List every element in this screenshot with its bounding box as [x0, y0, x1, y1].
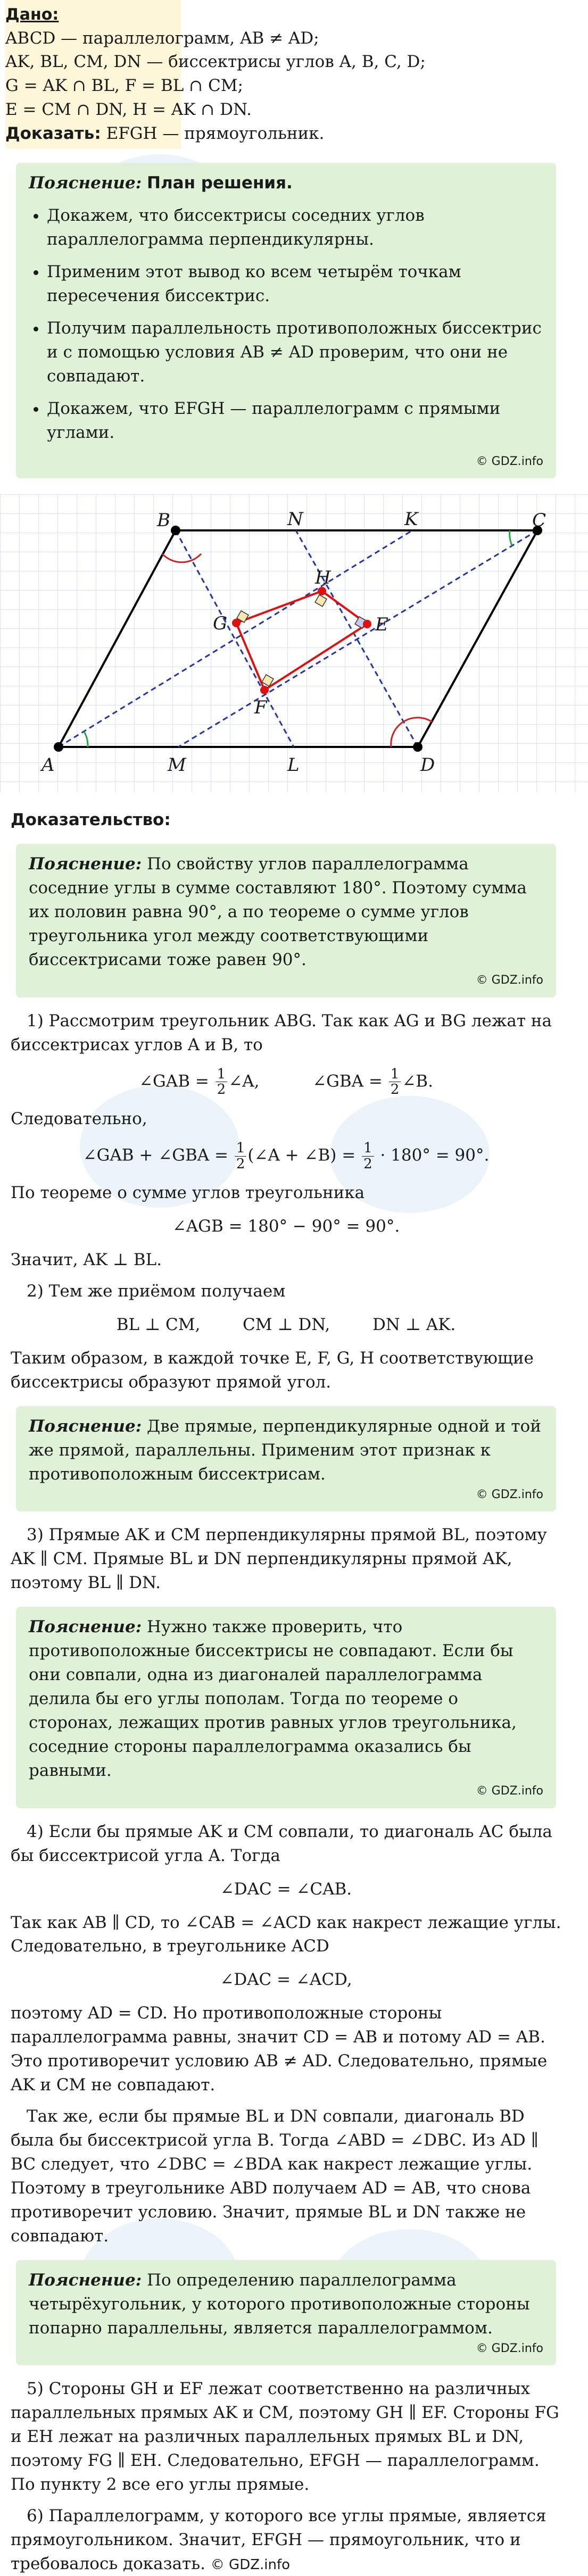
note-1	[16, 844, 556, 998]
plan-note	[16, 163, 556, 478]
prove-label: Доказать:	[5, 124, 101, 144]
frac-num: 1	[235, 1141, 247, 1157]
proof-paragraph: Так как AB ∥ CD, то ∠CAB = ∠ACD как накрест лежащие углы. Следовательно, в треугольнике ACD	[11, 1913, 561, 1956]
note-text: По определению параллелограмма четырёхугольник, у которого противоположные стороны попарно параллельны, является параллелограммом.	[29, 2270, 530, 2338]
proof-text: 6) Параллелограмм, у которого все углы прямые, является прямоугольником. Значит, EFGH — прямоугольник, что и требовалось доказать.	[11, 2506, 546, 2573]
note-4	[16, 2260, 556, 2366]
proof-paragraph: Следовательно,	[11, 1109, 147, 1129]
formula-text: (∠A + ∠B) =	[247, 1145, 356, 1165]
geometry-figure	[0, 494, 588, 792]
frac-den: 2	[363, 1156, 372, 1172]
label-G: G	[213, 613, 228, 635]
formula-text: ∠GAB =	[139, 1071, 209, 1091]
formula-text: ∠GAB + ∠GBA =	[82, 1145, 228, 1165]
vertex-F	[260, 686, 269, 694]
vertex-E	[363, 620, 371, 628]
frac-num: 1	[389, 1067, 401, 1083]
vertex-D	[413, 742, 423, 752]
label-C: C	[532, 510, 546, 531]
note-2	[16, 1406, 556, 1512]
plan-item: • Применим этот вывод ко всем четырём точкам пересечения биссектрис.	[47, 260, 543, 308]
plan-item: • Докажем, что биссектрисы соседних углов параллелограмма перпендикулярны.	[47, 204, 543, 252]
label-E: E	[375, 614, 388, 636]
proof-paragraph: 2) Тем же приёмом получаем	[27, 1281, 286, 1301]
label-M: M	[168, 754, 186, 776]
fraction	[389, 1067, 401, 1098]
proof-paragraph: 1) Рассмотрим треугольник ABG. Так как AG и BG лежат на биссектрисах углов A и B, то	[11, 1011, 552, 1054]
figure-svg	[0, 494, 588, 792]
formula-text: CM ⊥ DN,	[243, 1315, 330, 1334]
credit: © GDZ.info	[210, 2556, 291, 2573]
label-N: N	[287, 509, 303, 530]
proof-title: Доказательство:	[11, 810, 171, 830]
formula-angle: ∠AGB = 180° − 90° = 90°.	[172, 1217, 400, 1236]
proof-paragraph: 5) Стороны GH и EF лежат соответственно на различных параллельных прямых AK и CM, поэтому GH ∥ EF. Стороны FG и EH лежат на различных параллельных прямых BL и DN, поэтому FG ∥ EH. Следовательно, EFGH — параллелограмм. По пункту 2 все его углы прямые.	[11, 2379, 559, 2495]
formula-dac-cab: ∠DAC = ∠CAB.	[220, 1879, 352, 1899]
credit: © GDZ.info	[476, 1488, 543, 1501]
note-label: Пояснение:	[29, 1617, 142, 1637]
given-section	[5, 0, 567, 151]
credit: © GDZ.info	[476, 1784, 543, 1798]
frac-den: 2	[390, 1082, 400, 1098]
vertex-G	[232, 619, 241, 627]
proof-paragraph-final	[11, 2504, 567, 2576]
formula-text: · 180° = 90°.	[380, 1145, 490, 1165]
label-D: D	[420, 754, 435, 776]
label-B: B	[157, 510, 170, 531]
note-3	[16, 1607, 556, 1808]
note-text: Две прямые, перпендикулярные одной и той же прямой, параллельны. Применим этот признак к противоположным биссектрисам.	[29, 1416, 541, 1484]
frac-den: 2	[217, 1082, 226, 1098]
note-text: По свойству углов параллелограмма соседние углы в сумме составляют 180°. Поэтому сумма их половин равна 90°, а по теореме о сумме углов треугольника угол между соответствующими биссектрисами тоже равен 90°.	[29, 854, 527, 970]
fraction	[362, 1141, 374, 1171]
given-line: ABCD — параллелограмм, AB ≠ AD;	[5, 28, 319, 48]
given-title: Дано:	[5, 5, 59, 24]
proof-paragraph: 3) Прямые AK и CM перпендикулярны прямой BL, поэтому AK ∥ CM. Прямые BL и DN перпендикулярны прямой AK, поэтому BL ∥ DN.	[11, 1525, 547, 1593]
plan-list	[29, 204, 543, 444]
formula-text: DN ⊥ AK.	[372, 1315, 456, 1334]
credit: © GDZ.info	[476, 974, 543, 987]
proof-paragraph: Значит, AK ⊥ BL.	[11, 1250, 162, 1270]
formula-sum	[5, 1141, 567, 1171]
formula-text: BL ⊥ CM,	[116, 1315, 201, 1334]
fraction	[235, 1141, 247, 1171]
proof-paragraph: 4) Если бы прямые AK и CM совпали, то диагональ AC была бы биссектрисой угла A. Тогда	[11, 1822, 552, 1865]
formula-perpendiculars	[5, 1313, 567, 1337]
proof-paragraph: По теореме о сумме углов треугольника	[11, 1183, 365, 1203]
frac-den: 2	[236, 1156, 245, 1172]
given-line: AK, BL, CM, DN — биссектрисы углов A, B, C, D;	[5, 52, 426, 72]
fraction	[216, 1067, 228, 1098]
plan-item: • Докажем, что EFGH — параллелограмм с прямыми углами.	[47, 397, 543, 445]
prove-text: EFGH — прямоугольник.	[106, 124, 325, 144]
given-line: G = AK ∩ BL, F = BL ∩ CM;	[5, 76, 243, 96]
formula-dac-acd: ∠DAC = ∠ACD,	[220, 1970, 352, 1990]
formula-text: ∠A,	[228, 1071, 260, 1091]
proof-paragraph: Таким образом, в каждой точке E, F, G, H соответствующие биссектрисы образуют прямой угол.	[11, 1348, 534, 1392]
formula-text: ∠B.	[402, 1071, 433, 1091]
formula-text: ∠GBA =	[312, 1071, 383, 1091]
note-label: Пояснение:	[29, 2270, 142, 2290]
note-label: Пояснение:	[29, 854, 142, 874]
proof-paragraph: Так же, если бы прямые BL и DN совпали, диагональ BD была бы биссектрисой угла B. Тогда ∠ABD = ∠DBC. Из AD ∥ BC следует, что ∠DBC = ∠BDA как накрест лежащие углы. Поэтому в треугольнике ABD получаем AD = AB, что снова противоречит условию. Значит, прямые BL и DN также не совпадают.	[11, 2107, 539, 2246]
note-label: Пояснение:	[29, 173, 142, 193]
credit: © GDZ.info	[476, 2341, 543, 2355]
credit: © GDZ.info	[476, 454, 543, 468]
label-F: F	[254, 697, 267, 719]
label-H: H	[315, 567, 331, 589]
vertex-B	[171, 526, 180, 535]
frac-num: 1	[216, 1067, 228, 1083]
prove-line	[5, 122, 567, 146]
given-line: E = CM ∩ DN, H = AK ∩ DN.	[5, 100, 252, 120]
vertex-A	[54, 742, 63, 752]
label-A: A	[42, 754, 55, 776]
label-L: L	[287, 754, 300, 776]
plan-heading: План решения.	[147, 173, 293, 193]
label-K: K	[404, 509, 418, 530]
note-text: Нужно также проверить, что противоположные биссектрисы не совпадают. Если бы они совпали, одна из диагоналей параллелограмма делила бы его углы пополам. Тогда по теореме о сторонах, лежащих против равных углов треугольника, соседние стороны параллелограмма оказались бы равными.	[29, 1617, 517, 1780]
proof-paragraph: поэтому AD = CD. Но противоположные стороны параллелограмма равны, значит CD = AB и потому AD = AB. Это противоречит условию AB ≠ AD. Следовательно, прямые AK и CM не совпадают.	[11, 2004, 548, 2095]
formula-half-angles	[5, 1067, 567, 1098]
frac-num: 1	[362, 1141, 374, 1157]
plan-item: • Получим параллельность противоположных биссектрис и с помощью условия AB ≠ AD проверим, что они не совпадают.	[47, 317, 543, 388]
note-label: Пояснение:	[29, 1416, 142, 1436]
